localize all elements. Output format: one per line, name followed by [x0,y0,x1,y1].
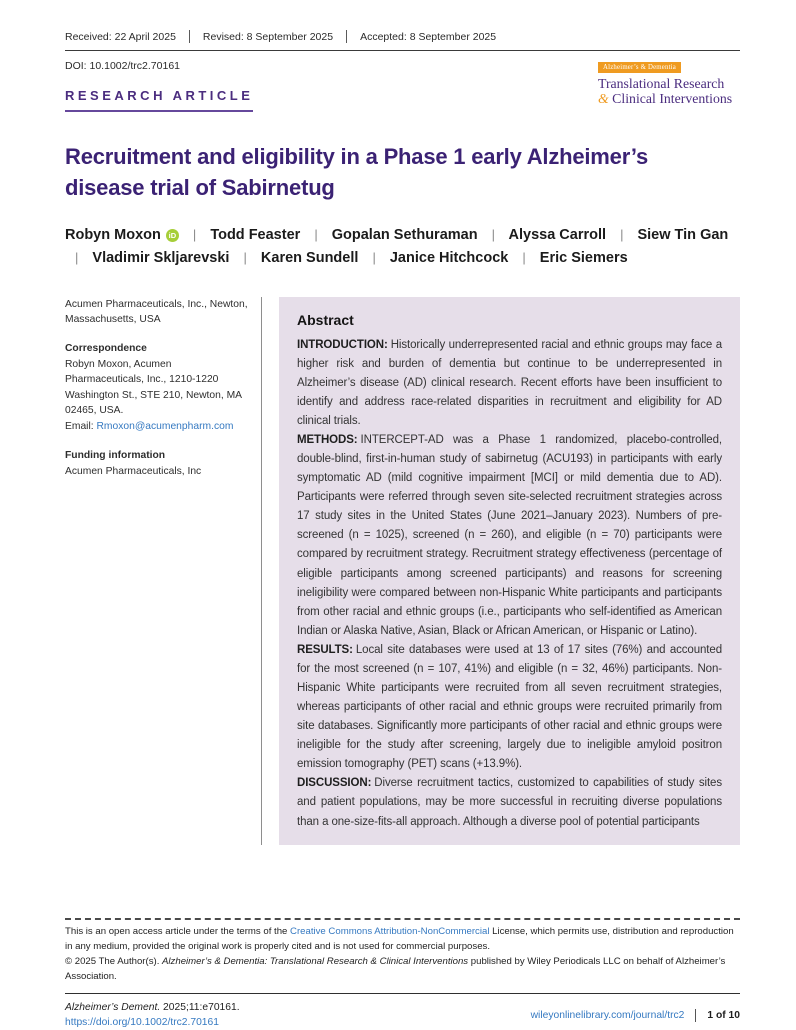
copyright-line: © 2025 The Author(s). Alzheimer’s & Dementia: Translational Research & Clinical Interventions published by Wiley Periodicals LLC on behalf of Alzheimer’s Association. [65,955,726,982]
page-divider [695,1009,696,1022]
doi-link[interactable]: https://doi.org/10.1002/trc2.70161 [65,1017,219,1029]
bottom-bar [65,1002,740,1028]
citation-block: Alzheimer’s Dement. 2025;11:e70161. https://doi.org/10.1002/trc2.70161 [65,1002,240,1029]
author: Karen Sundell [260,250,359,267]
journal-abbrev: Alzheimer’s Dement. [65,1002,161,1014]
author-divider: | [243,250,247,266]
email-line: Email: Rmoxon@acumenpharm.com [65,420,234,432]
journal-url-block [531,1002,740,1028]
revised-date: Revised: 8 September 2025 [202,30,334,43]
author-divider: | [372,250,376,266]
author: Janice Hitchcock [389,250,509,267]
author: Alyssa Carroll [508,226,607,243]
email-link[interactable]: Rmoxon@acumenpharm.com [96,420,234,432]
accepted-date: Accepted: 8 September 2025 [360,30,497,43]
column-divider [261,297,262,845]
abstract-heading: Abstract [297,311,354,328]
author-divider: | [75,250,79,266]
author-divider: | [314,226,318,242]
author-divider: | [522,250,526,266]
page-number: 1 of 10 [707,1009,740,1021]
date-divider [189,30,190,43]
wiley-link[interactable]: wileyonlinelibrary.com/journal/trc2 [530,1009,685,1021]
correspondence-text: Robyn Moxon, Acumen Pharmaceuticals, Inc., 1210-1220 Washington St., STE 210, Newton, MA 02465, USA. [65,358,242,417]
license-text: This is an open access article under the terms of the Creative Commons Attribution-NonCommercial License, which permits use, distribution and reproduction in any medium, provided the original work is properly cited and is not used for commercial purposes. © 2025 The Author(s). Alzheimer’s & Dementia: Translational Research & Clinical Interventions published by Wiley Periodicals LLC on behalf of Alzheimer’s Association. [65,926,734,982]
doi-line: DOI: 10.1002/trc2.70161 [65,60,180,72]
abstract-results: RESULTS: Local site databases were used at 13 of 17 sites (76%) and accounted for the most screened (n = 107, 41%) and eligible (n = 32, 46%) participants. Non-Hispanic White participants were recruited from all seven recruitment strategies, whereas participants of other racial and ethnic groups were recruited primarily from site databases. Significantly more participants of other racial and ethnic groups were ineligible for the study after screening, largely due to ineligible amyloid positron emission tomography (PET) scans (+13.9%). [297,643,722,771]
page-footer [65,918,740,1028]
abstract-box [279,297,740,845]
author: Vladimir Skljarevski [92,250,230,267]
received-date: Received: 22 April 2025 [65,30,176,43]
author-divider: | [620,226,624,242]
dates-bar [65,30,740,51]
author-divider: | [192,226,197,242]
author: Todd Feaster [210,226,301,243]
author-divider: | [491,226,495,242]
affiliation: Acumen Pharmaceuticals, Inc., Newton, Massachusetts, USA [65,298,248,325]
ampersand: & [598,91,609,107]
abstract-methods: METHODS: INTERCEPT-AD was a Phase 1 randomized, placebo-controlled, double-blind, first-in-human study of sabirnetug (ACU193) in participants with early symptomatic AD (mild cognitive impairment [MCI] or mild dementia due to AD). Participants were referred through seven site-selected recruitment strategies across 17 study sites in the United States (June 2021–January 2023). Numbers of pre-screened (n = 1025), screened (n = 260), and eligible (n = 70) participants were compared by recruitment strategy. Recruitment strategy effectiveness (percentage of eligible participants among screened participants) and reasons for screening ineligibility were compared between non-Hispanic White participants and participants from other racial and ethnic groups (i.e., participants who self-identified as American Indian or Alaska Native, Asian, Black or African American, or Hispanic or Latino). [297,433,722,637]
correspondence-heading: Correspondence [65,343,147,355]
author: Gopalan Sethuraman [331,226,478,243]
article-type-label: RESEARCH ARTICLE [65,88,253,112]
cc-license-link[interactable]: Creative Commons Attribution-NonCommercial [290,926,490,937]
abstract-discussion: DISCUSSION: Diverse recruitment tactics, customized to capabilities of study sites and patient populations, may be more successful in recruiting diverse populations than a one-size-fits-all approach. Although a diverse pool of potential participants [297,777,722,828]
journal-title-line2: & Clinical Interventions [598,91,733,107]
article-title: Recruitment and eligibility in a Phase 1 early Alzheimer’s disease trial of Sabirnetug [65,144,649,200]
article-info-sidebar [65,297,261,845]
funding-text: Acumen Pharmaceuticals, Inc [65,465,202,477]
dashed-divider [65,918,740,920]
abstract-introduction: INTRODUCTION: Historically underrepresented racial and ethnic groups may face a higher risk and burden of dementia but continue to be underrepresented in Alzheimer’s disease (AD) clinical research. Recent efforts have been insufficient to identify and address race-related disparities in recruitment and eligibility for AD clinical trials. [297,338,722,427]
journal-title [598,76,740,107]
orcid-icon[interactable]: iD [166,229,179,242]
footer-rule [65,993,740,994]
funding-heading: Funding information [65,450,166,462]
author-list [65,224,740,271]
date-divider [346,30,347,43]
journal-title-line1: Translational Research [598,76,725,91]
content-columns [65,297,740,845]
journal-badge: Alzheimer’s & Dementia [598,62,681,73]
author: Siew Tin Gan [637,226,729,243]
journal-logo [598,56,740,107]
author: Eric Siemers [539,250,628,267]
author: Robyn Moxon iD [65,227,179,243]
